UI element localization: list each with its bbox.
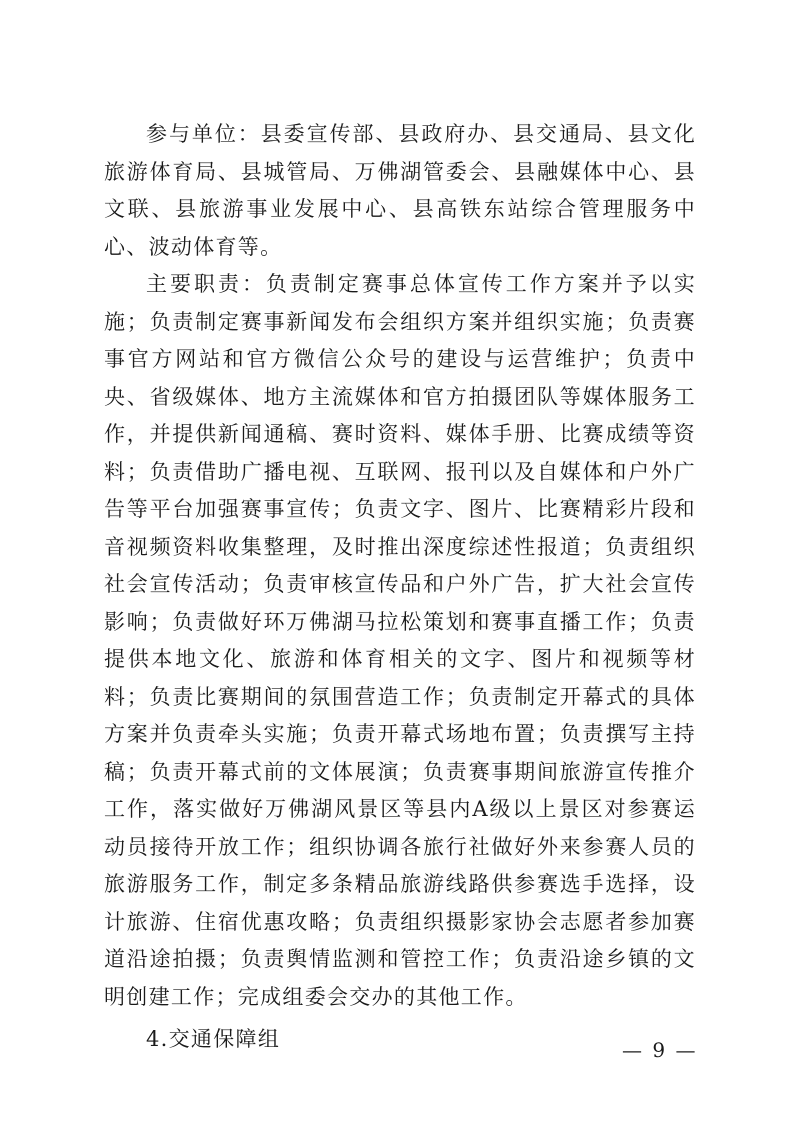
document-body <box>104 116 696 1059</box>
main-duties-paragraph: 主要职责：负责制定赛事总体宣传工作方案并予以实施；负责制定赛事新闻发布会组织方案并组织实施；负责赛事官方网站和官方微信公众号的建设与运营维护；负责中央、省级媒体、地方主流媒体和官方拍摄团队等媒体服务工作，并提供新闻通稿、赛时资料、媒体手册、比赛成绩等资料；负责借助广播电视、互联网、报刊以及自媒体和户外广告等平台加强赛事宣传；负责文字、图片、比赛精彩片段和音视频资料收集整理，及时推出深度综述性报道；负责组织社会宣传活动；负责审核宣传品和户外广告，扩大社会宣传影响；负责做好环万佛湖马拉松策划和赛事直播工作；负责提供本地文化、旅游和体育相关的文字、图片和视频等材料；负责比赛期间的氛围营造工作；负责制定开幕式的具体方案并负责牵头实施；负责开幕式场地布置；负责撰写主持稿；负责开幕式前的文体展演；负责赛事期间旅游宣传推介工作，落实做好万佛湖风景区等县内A级以上景区对参赛运动员接待开放工作；组织协调各旅行社做好外来参赛人员的旅游服务工作，制定多条精品旅游线路供参赛选手选择，设计旅游、住宿优惠攻略；负责组织摄影家协会志愿者参加赛道沿途拍摄；负责舆情监测和管控工作；负责沿途乡镇的文明创建工作；完成组委会交办的其他工作。 <box>104 272 696 1009</box>
participating-units-paragraph: 参与单位：县委宣传部、县政府办、县交通局、县文化旅游体育局、县城管局、万佛湖管委会、县融媒体中心、县文联、县旅游事业发展中心、县高铁东站综合管理服务中心、波动体育等。 <box>104 122 696 259</box>
section-heading: 4.交通保障组 <box>146 1027 281 1051</box>
page-number: — 9 — <box>622 1038 698 1062</box>
